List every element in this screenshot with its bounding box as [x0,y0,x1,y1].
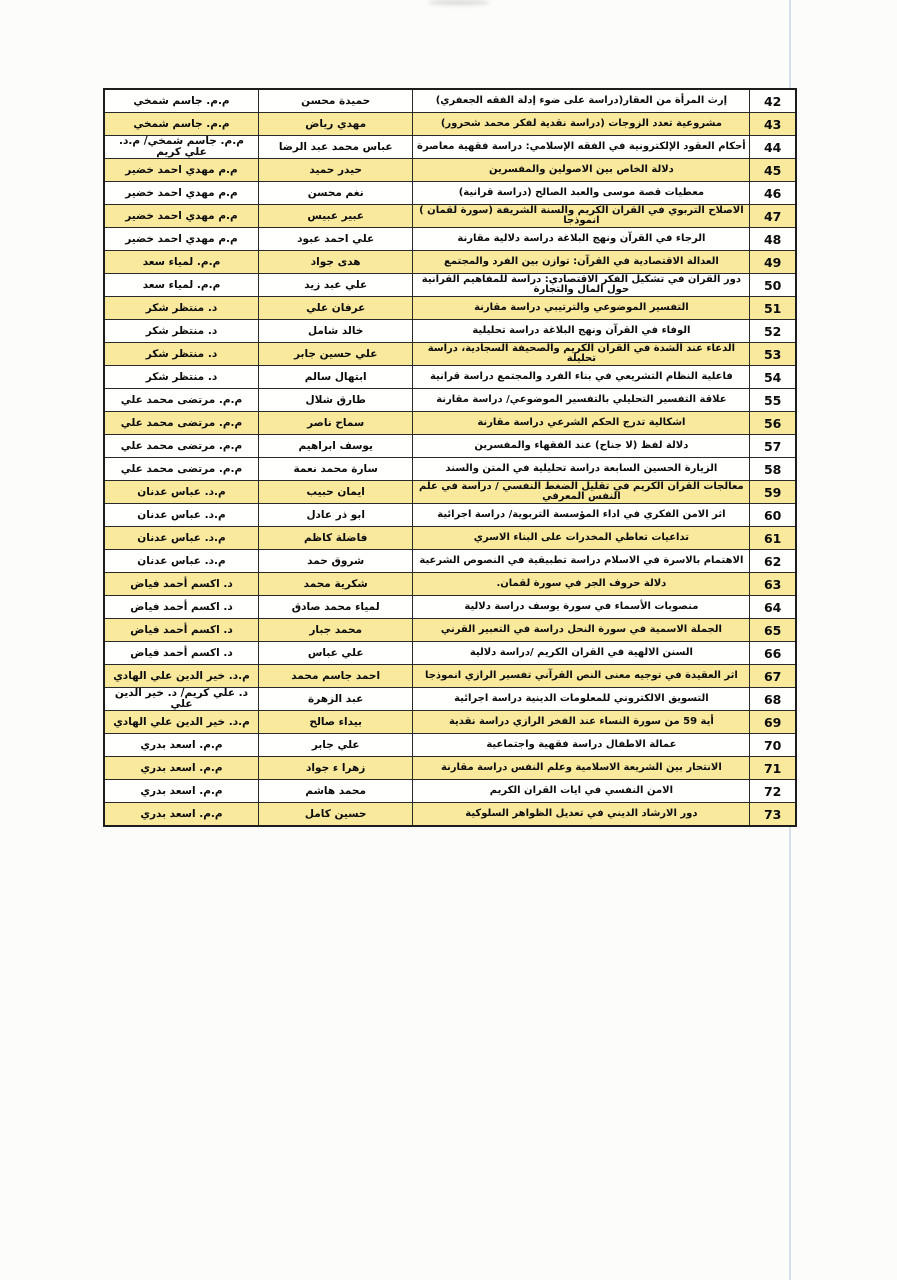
serial-number-cell: 64 [750,596,796,619]
supervisor-name-cell: م.د. خير الدين علي الهادي [104,665,258,688]
table-row [104,113,796,136]
thesis-title-cell: الدعاء عند الشدة في القرآن الكريم والصحيفة السجادية، دراسة تحليلة [413,343,750,366]
student-name-cell: علي حسين جابر [258,343,412,366]
thesis-title-cell: دلالة لفظ (لا جناح) عند الفقهاء والمفسرين [413,435,750,458]
thesis-title-cell: دور الارشاد الديني في تعديل الظواهر السلوكية [413,803,750,827]
student-name-cell: محمد هاشم [258,780,412,803]
serial-number-cell: 48 [750,228,796,251]
thesis-title-cell: دلالة حروف الجر في سورة لقمان. [413,573,750,596]
table-row [104,803,796,827]
supervisor-name-cell: م.م. لمياء سعد [104,251,258,274]
table-row [104,251,796,274]
serial-number-cell: 51 [750,297,796,320]
table-row [104,619,796,642]
table-row [104,757,796,780]
supervisor-name-cell: م.م. اسعد بدري [104,757,258,780]
student-name-cell: زهرا ء جواد [258,757,412,780]
table-row [104,182,796,205]
student-name-cell: فاضلة كاظم [258,527,412,550]
thesis-title-cell: الزيارة الحسين السابعة دراسة تحليلية في المتن والسند [413,458,750,481]
serial-number-cell: 52 [750,320,796,343]
table-row [104,297,796,320]
supervisor-name-cell: د. منتظر شكر [104,297,258,320]
student-name-cell: عرفان علي [258,297,412,320]
student-name-cell: ابتهال سالم [258,366,412,389]
serial-number-cell: 71 [750,757,796,780]
student-name-cell: احمد جاسم محمد [258,665,412,688]
supervisor-name-cell: د. اكسم أحمد فياض [104,573,258,596]
supervisor-name-cell: م.د. عباس عدنان [104,481,258,504]
serial-number-cell: 70 [750,734,796,757]
serial-number-cell: 49 [750,251,796,274]
thesis-title-cell: السنن الالهية في القران الكريم /دراسة دلالية [413,642,750,665]
table-row [104,596,796,619]
scan-artifact-smudge [428,0,490,5]
student-name-cell: علي عبد زيد [258,274,412,297]
serial-number-cell: 65 [750,619,796,642]
serial-number-cell: 43 [750,113,796,136]
supervisor-name-cell: م.م. مرتضى محمد علي [104,412,258,435]
serial-number-cell: 53 [750,343,796,366]
thesis-title-cell: الاهتمام بالاسرة في الاسلام دراسة تطبيقية في النصوص الشرعية [413,550,750,573]
supervisor-name-cell: م.م. لمياء سعد [104,274,258,297]
student-name-cell: طارق شلال [258,389,412,412]
table-row [104,527,796,550]
serial-number-cell: 63 [750,573,796,596]
serial-number-cell: 67 [750,665,796,688]
thesis-title-cell: الوفاء في القرآن ونهج البلاغة دراسة تحليلية [413,320,750,343]
serial-number-cell: 73 [750,803,796,827]
supervisor-name-cell: م.م مهدي احمد خضير [104,182,258,205]
table-row [104,458,796,481]
table-row [104,642,796,665]
supervisor-name-cell: م.م. مرتضى محمد علي [104,389,258,412]
student-name-cell: هدى جواد [258,251,412,274]
thesis-title-cell: عمالة الاطفال دراسة فقهية واجتماعية [413,734,750,757]
serial-number-cell: 69 [750,711,796,734]
table-row [104,550,796,573]
thesis-title-cell: التسويق الالكتروني للمعلومات الدينية دراسة اجرائية [413,688,750,711]
supervisor-name-cell: د. منتظر شكر [104,343,258,366]
table-row [104,89,796,113]
table-row [104,573,796,596]
thesis-title-cell: فاعلية النظام التشريعي في بناء الفرد والمجتمع دراسة قرانية [413,366,750,389]
serial-number-cell: 44 [750,136,796,159]
thesis-title-cell: مشروعية تعدد الزوجات (دراسة نقدية لفكر محمد شحرور) [413,113,750,136]
serial-number-cell: 68 [750,688,796,711]
table-row [104,159,796,182]
serial-number-cell: 54 [750,366,796,389]
serial-number-cell: 72 [750,780,796,803]
thesis-title-cell: تداعيات تعاطي المخدرات على البناء الاسري [413,527,750,550]
table-row [104,688,796,711]
thesis-title-cell: أية 59 من سورة النساء عند الفخر الرازي دراسة نقدية [413,711,750,734]
student-name-cell: سارة محمد نعمة [258,458,412,481]
student-name-cell: ابو ذر عادل [258,504,412,527]
thesis-title-cell: اثر العقيدة في توجيه معنى النص القرآني تفسير الرازي انموذجا [413,665,750,688]
thesis-title-cell: الاصلاح التربوي في القران الكريم والسنة الشريفة (سورة لقمان ) انموذجا [413,205,750,228]
table-row [104,780,796,803]
thesis-title-cell: منصوبات الأسماء في سورة يوسف دراسة دلالية [413,596,750,619]
student-name-cell: شروق حمد [258,550,412,573]
thesis-title-cell: معالجات القران الكريم في تقليل الضغط النفسي / دراسة في علم النفس المعرفي [413,481,750,504]
serial-number-cell: 61 [750,527,796,550]
supervisor-name-cell: م.م. جاسم شمخي [104,113,258,136]
table-row [104,366,796,389]
table-row [104,274,796,297]
student-name-cell: حيدر حميد [258,159,412,182]
student-name-cell: عبد الزهرة [258,688,412,711]
student-name-cell: مهدي رياض [258,113,412,136]
table-row [104,711,796,734]
supervisor-name-cell: د. اكسم أحمد فياض [104,642,258,665]
serial-number-cell: 47 [750,205,796,228]
serial-number-cell: 57 [750,435,796,458]
table-row [104,504,796,527]
thesis-title-cell: أحكام العقود الإلكترونية في الفقه الإسلامي: دراسة فقهية معاصرة [413,136,750,159]
thesis-title-cell: اشكالية تدرج الحكم الشرعي دراسة مقارنة [413,412,750,435]
student-name-cell: بيداء صالح [258,711,412,734]
supervisor-name-cell: م.د. عباس عدنان [104,504,258,527]
student-name-cell: علي عباس [258,642,412,665]
thesis-title-cell: دلالة الخاص بين الاصولين والمفسرين [413,159,750,182]
supervisor-name-cell: د. علي كريم/ د. خير الدين علي [104,688,258,711]
student-name-cell: ايمان حبيب [258,481,412,504]
serial-number-cell: 55 [750,389,796,412]
student-name-cell: عباس محمد عبد الرضا [258,136,412,159]
supervisor-name-cell: م.م. جاسم شمخي/ م.د. علي كريم [104,136,258,159]
serial-number-cell: 45 [750,159,796,182]
supervisor-name-cell: م.د. عباس عدنان [104,550,258,573]
supervisor-name-cell: م.م. مرتضى محمد علي [104,435,258,458]
thesis-title-cell: دور القرآن في تشكيل الفكر الاقتصادي: دراسة للمفاهيم القرآنية حول المال والتجارة [413,274,750,297]
table-row [104,665,796,688]
table-row [104,734,796,757]
thesis-table [103,88,797,827]
student-name-cell: سماح ناصر [258,412,412,435]
student-name-cell: يوسف ابراهيم [258,435,412,458]
thesis-title-cell: معطيات قصة موسى والعبد الصالح (دراسة قرانية) [413,182,750,205]
serial-number-cell: 42 [750,89,796,113]
student-name-cell: خالد شامل [258,320,412,343]
supervisor-name-cell: م.م. جاسم شمخي [104,89,258,113]
thesis-table-body [104,89,796,826]
supervisor-name-cell: د. اكسم أحمد فياض [104,619,258,642]
thesis-title-cell: الجملة الاسمية في سورة النحل دراسة في التعبير القرني [413,619,750,642]
student-name-cell: لمياء محمد صادق [258,596,412,619]
supervisor-name-cell: م.م. اسعد بدري [104,734,258,757]
thesis-title-cell: العدالة الاقتصادية في القرآن: توازن بين الفرد والمجتمع [413,251,750,274]
student-name-cell: محمد جبار [258,619,412,642]
serial-number-cell: 62 [750,550,796,573]
supervisor-name-cell: د. منتظر شكر [104,320,258,343]
supervisor-name-cell: م.م. مرتضى محمد علي [104,458,258,481]
table-row [104,481,796,504]
thesis-title-cell: اثر الامن الفكري في اداء المؤسسة التربوية/ دراسة اجرائية [413,504,750,527]
student-name-cell: علي احمد عبود [258,228,412,251]
thesis-title-cell: التفسير الموضوعي والترتيبي دراسة مقارنة [413,297,750,320]
thesis-title-cell: الانتحار بين الشريعة الاسلامية وعلم النفس دراسة مقارنة [413,757,750,780]
thesis-title-cell: علاقة التفسير التحليلي بالتفسير الموضوعي/ دراسة مقارنة [413,389,750,412]
supervisor-name-cell: م.م مهدي احمد خضير [104,205,258,228]
serial-number-cell: 59 [750,481,796,504]
supervisor-name-cell: م.م مهدي احمد خضير [104,159,258,182]
supervisor-name-cell: م.م مهدي احمد خضير [104,228,258,251]
table-row [104,343,796,366]
student-name-cell: نغم محسن [258,182,412,205]
supervisor-name-cell: م.م. اسعد بدري [104,780,258,803]
thesis-title-cell: الرجاء في القرآن ونهج البلاغة دراسة دلالية مقارنة [413,228,750,251]
serial-number-cell: 58 [750,458,796,481]
table-row [104,136,796,159]
student-name-cell: حسين كامل [258,803,412,827]
table-row [104,389,796,412]
table-row [104,205,796,228]
student-name-cell: عبير عبيس [258,205,412,228]
serial-number-cell: 60 [750,504,796,527]
serial-number-cell: 66 [750,642,796,665]
serial-number-cell: 46 [750,182,796,205]
student-name-cell: علي جابر [258,734,412,757]
student-name-cell: شكرية محمد [258,573,412,596]
table-row [104,412,796,435]
serial-number-cell: 56 [750,412,796,435]
serial-number-cell: 50 [750,274,796,297]
supervisor-name-cell: م.د. عباس عدنان [104,527,258,550]
thesis-title-cell: إرث المرأة من العقار(دراسة على ضوء إدلة الفقه الجعفري) [413,89,750,113]
supervisor-name-cell: م.د. خير الدين علي الهادي [104,711,258,734]
thesis-title-cell: الامن النفسي في ايات القران الكريم [413,780,750,803]
supervisor-name-cell: د. منتظر شكر [104,366,258,389]
supervisor-name-cell: د. اكسم أحمد فياض [104,596,258,619]
table-row [104,320,796,343]
table-row [104,435,796,458]
table-row [104,228,796,251]
student-name-cell: حميدة محسن [258,89,412,113]
supervisor-name-cell: م.م. اسعد بدري [104,803,258,827]
